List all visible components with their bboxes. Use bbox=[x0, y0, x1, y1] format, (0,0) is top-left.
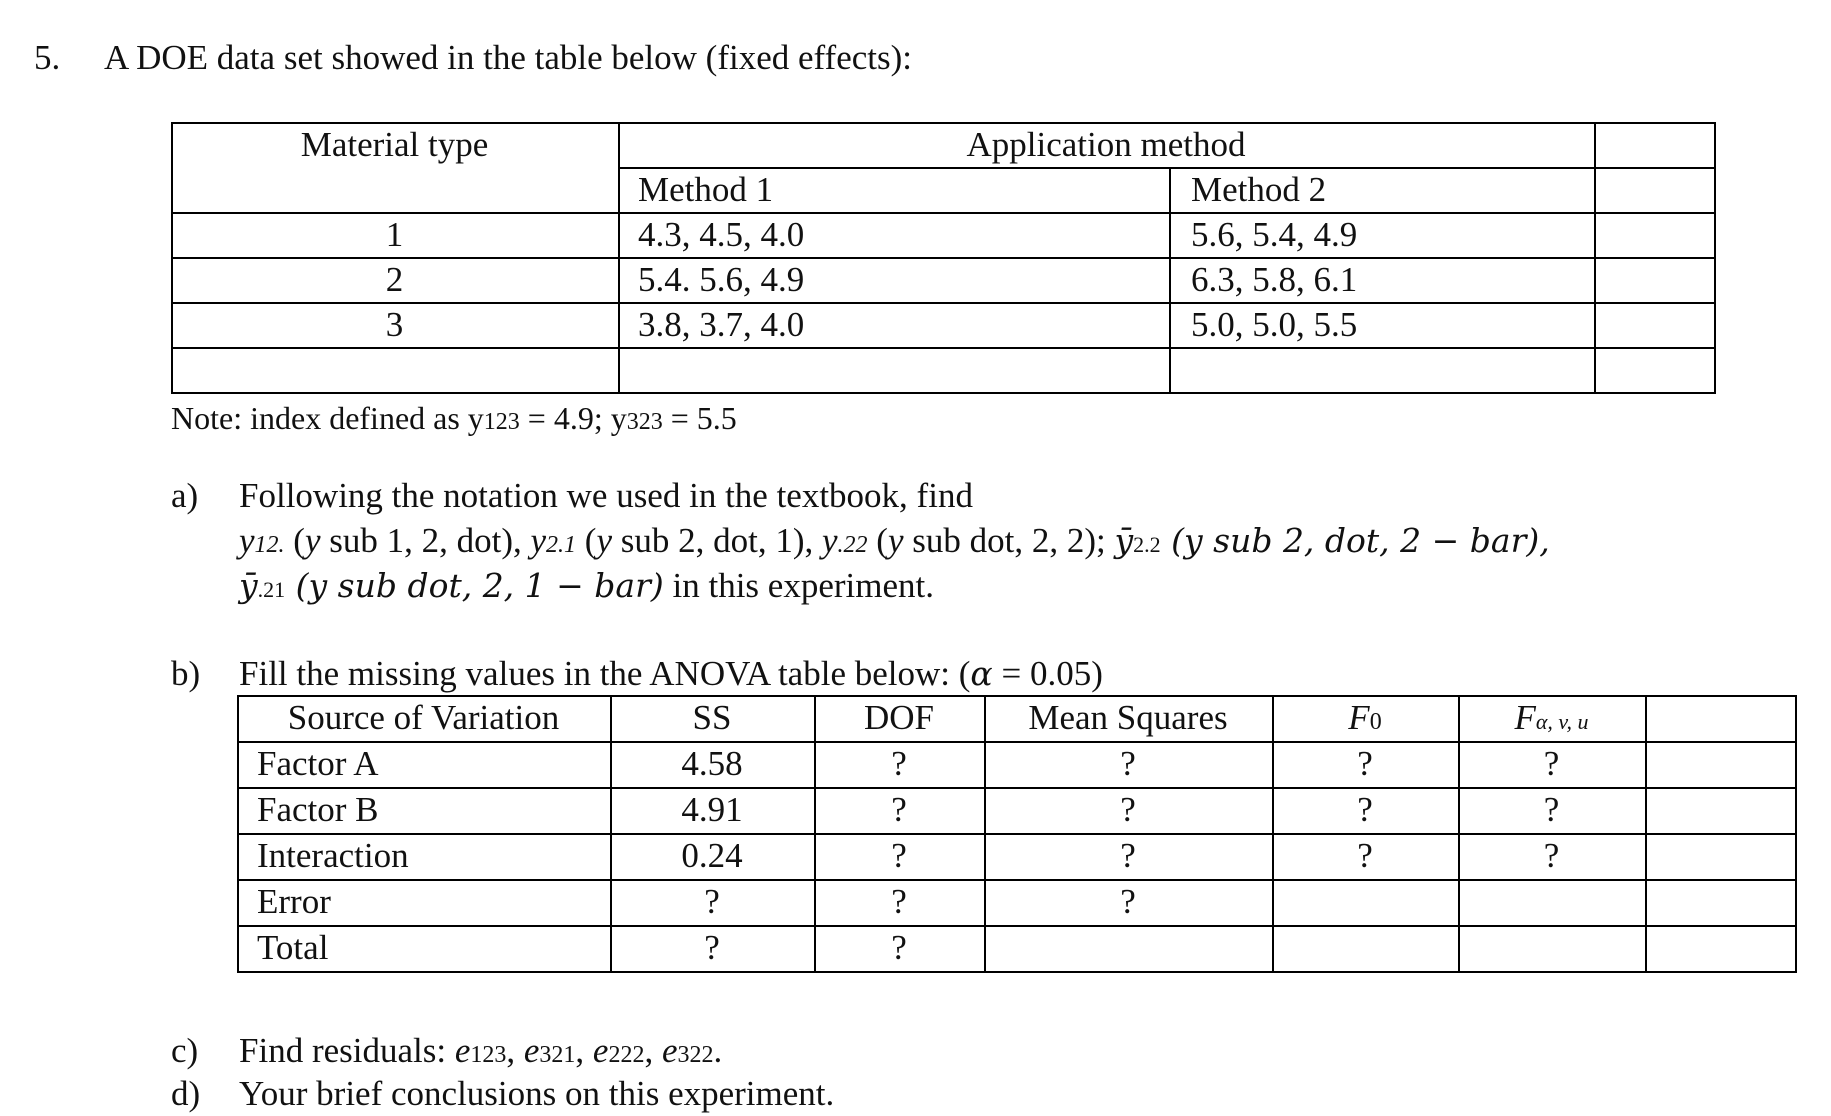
source-cell: Total bbox=[257, 928, 329, 967]
part-b-label: b) bbox=[171, 654, 201, 693]
table-line bbox=[1795, 695, 1797, 973]
material-type-header: Material type bbox=[300, 125, 489, 164]
y-subscript: 12. bbox=[254, 532, 285, 558]
text-fragment: sub 1, 2, dot), bbox=[320, 521, 531, 560]
text-fragment: , bbox=[575, 1031, 593, 1070]
f0-cell: ? bbox=[1357, 744, 1373, 783]
material-1-method-1: 4.3, 4.5, 4.0 bbox=[638, 215, 805, 254]
e-symbol: e bbox=[523, 1031, 540, 1070]
part-a-line-3 bbox=[239, 565, 934, 611]
text-fragment: , bbox=[644, 1031, 662, 1070]
text-fragment: Fill the missing values in the ANOVA table below: ( bbox=[239, 654, 971, 693]
ss-cell: 0.24 bbox=[681, 836, 743, 875]
text-fragment: ( bbox=[284, 521, 305, 560]
part-c-label: c) bbox=[171, 1031, 199, 1070]
table-line bbox=[237, 971, 1797, 973]
e-subscript: 321 bbox=[539, 1042, 576, 1068]
source-cell: Error bbox=[257, 882, 331, 921]
text-fragment: . bbox=[713, 1031, 723, 1070]
y-symbol: y bbox=[304, 521, 321, 560]
text-fragment: in this experiment. bbox=[663, 566, 934, 605]
header-f0 bbox=[1272, 698, 1458, 742]
header-f-critical bbox=[1458, 698, 1645, 742]
source-cell: Interaction bbox=[257, 836, 409, 875]
part-c-text bbox=[239, 1030, 722, 1076]
header-dof: DOF bbox=[863, 698, 935, 737]
part-a-label: a) bbox=[171, 476, 199, 515]
table-line bbox=[1645, 695, 1647, 973]
f0-cell: ? bbox=[1357, 836, 1373, 875]
dof-cell: ? bbox=[891, 882, 907, 921]
text-fragment: ( bbox=[576, 521, 597, 560]
question-number: 5. bbox=[34, 38, 61, 77]
note-value: = 4.9; bbox=[519, 400, 611, 436]
material-2-method-1: 5.4. 5.6, 4.9 bbox=[638, 260, 805, 299]
f0-cell: ? bbox=[1357, 790, 1373, 829]
material-2: 2 bbox=[385, 260, 404, 299]
question-title: A DOE data set showed in the table below (fixed effects): bbox=[104, 38, 912, 77]
table-line bbox=[171, 257, 1716, 259]
dof-cell: ? bbox=[891, 836, 907, 875]
table-line bbox=[237, 695, 1797, 697]
material-3-method-2: 5.0, 5.0, 5.5 bbox=[1191, 305, 1358, 344]
alpha-symbol: α bbox=[970, 654, 993, 693]
y-symbol: y bbox=[822, 521, 838, 560]
e-subscript: 123 bbox=[470, 1042, 507, 1068]
dof-cell: ? bbox=[891, 928, 907, 967]
note-y-subscript: 323 bbox=[626, 409, 663, 435]
e-subscript: 222 bbox=[608, 1042, 645, 1068]
material-3-method-1: 3.8, 3.7, 4.0 bbox=[638, 305, 805, 344]
y-subscript: .22 bbox=[837, 532, 868, 558]
y-symbol: y bbox=[887, 521, 904, 560]
y-bar-subscript: 2.2 bbox=[1133, 532, 1161, 557]
source-cell: Factor A bbox=[257, 744, 379, 783]
table-line bbox=[237, 833, 1797, 835]
table-line bbox=[237, 925, 1797, 927]
part-a-line-2 bbox=[239, 520, 1550, 566]
y-bar-symbol: ȳ bbox=[239, 566, 258, 605]
e-symbol: e bbox=[454, 1031, 471, 1070]
text-fragment: , bbox=[506, 1031, 524, 1070]
part-d-text: Your brief conclusions on this experiment. bbox=[239, 1074, 835, 1113]
dof-cell: ? bbox=[891, 744, 907, 783]
text-fragment: = 0.05) bbox=[992, 654, 1103, 693]
note-y: y bbox=[610, 400, 627, 436]
anova-table bbox=[237, 695, 1797, 973]
table-line bbox=[171, 122, 1716, 124]
e-symbol: e bbox=[592, 1031, 609, 1070]
table-line bbox=[171, 392, 1716, 394]
f-critical-subscript: α, v, u bbox=[1535, 709, 1589, 734]
ms-cell: ? bbox=[1120, 744, 1136, 783]
y-bar-symbol: ȳ bbox=[1114, 521, 1134, 560]
ms-cell: ? bbox=[1120, 790, 1136, 829]
y-symbol: y bbox=[239, 521, 255, 560]
table-line bbox=[1714, 122, 1716, 394]
part-d-label: d) bbox=[171, 1074, 201, 1113]
text-fragment: ( bbox=[867, 521, 888, 560]
f-critical-cell: ? bbox=[1543, 744, 1560, 783]
part-a-line-1: Following the notation we used in the textbook, find bbox=[239, 476, 973, 515]
f0-subscript: 0 bbox=[1369, 709, 1382, 735]
text-fragment: Find residuals: bbox=[239, 1031, 455, 1070]
table-line bbox=[1169, 167, 1171, 394]
y-symbol: y bbox=[530, 521, 547, 560]
index-note bbox=[171, 398, 737, 442]
note-y-subscript: 123 bbox=[483, 409, 520, 435]
table-line bbox=[1594, 122, 1596, 394]
part-b-text bbox=[239, 653, 1103, 695]
ms-cell: ? bbox=[1120, 882, 1136, 921]
f-critical-cell: ? bbox=[1543, 790, 1560, 829]
application-method-header: Application method bbox=[966, 125, 1246, 164]
table-line bbox=[171, 212, 1716, 214]
source-cell: Factor B bbox=[257, 790, 379, 829]
ms-cell: ? bbox=[1120, 836, 1136, 875]
note-y: y bbox=[467, 400, 484, 436]
material-3: 3 bbox=[385, 305, 404, 344]
y-subscript: 2.1 bbox=[546, 532, 577, 558]
material-1-method-2: 5.6, 5.4, 4.9 bbox=[1191, 215, 1358, 254]
f-critical-cell: ? bbox=[1543, 836, 1560, 875]
math-expression: (y sub dot, 2, 1 − bar) bbox=[285, 566, 664, 605]
table-line bbox=[171, 302, 1716, 304]
doe-data-table bbox=[171, 122, 1716, 394]
y-bar-subscript: .21 bbox=[257, 577, 286, 602]
header-source: Source of Variation bbox=[287, 698, 560, 737]
y-symbol: y bbox=[596, 521, 612, 560]
ss-cell: 4.91 bbox=[681, 790, 743, 829]
f-symbol: F bbox=[1514, 698, 1536, 737]
text-fragment: sub 2, dot, 1), bbox=[612, 521, 822, 560]
dof-cell: ? bbox=[891, 790, 907, 829]
header-mean-squares: Mean Squares bbox=[1028, 698, 1228, 737]
ss-cell: 4.58 bbox=[681, 744, 743, 783]
header-ss: SS bbox=[692, 698, 732, 737]
ss-cell: ? bbox=[704, 928, 720, 967]
ss-cell: ? bbox=[704, 882, 720, 921]
table-line bbox=[237, 879, 1797, 881]
method-1-header: Method 1 bbox=[638, 170, 774, 209]
math-expression: (y sub 2, dot, 2 − bar), bbox=[1160, 521, 1550, 560]
f-symbol: F bbox=[1348, 698, 1370, 737]
table-line bbox=[618, 167, 1716, 169]
material-2-method-2: 6.3, 5.8, 6.1 bbox=[1191, 260, 1358, 299]
note-prefix: Note: index defined as bbox=[171, 400, 468, 436]
text-fragment: sub dot, 2, 2); bbox=[903, 521, 1115, 560]
method-2-header: Method 2 bbox=[1191, 170, 1327, 209]
e-symbol: e bbox=[661, 1031, 678, 1070]
note-value: = 5.5 bbox=[662, 400, 737, 436]
table-line bbox=[171, 347, 1716, 349]
table-line bbox=[237, 787, 1797, 789]
e-subscript: 322 bbox=[677, 1042, 714, 1068]
material-1: 1 bbox=[385, 215, 404, 254]
